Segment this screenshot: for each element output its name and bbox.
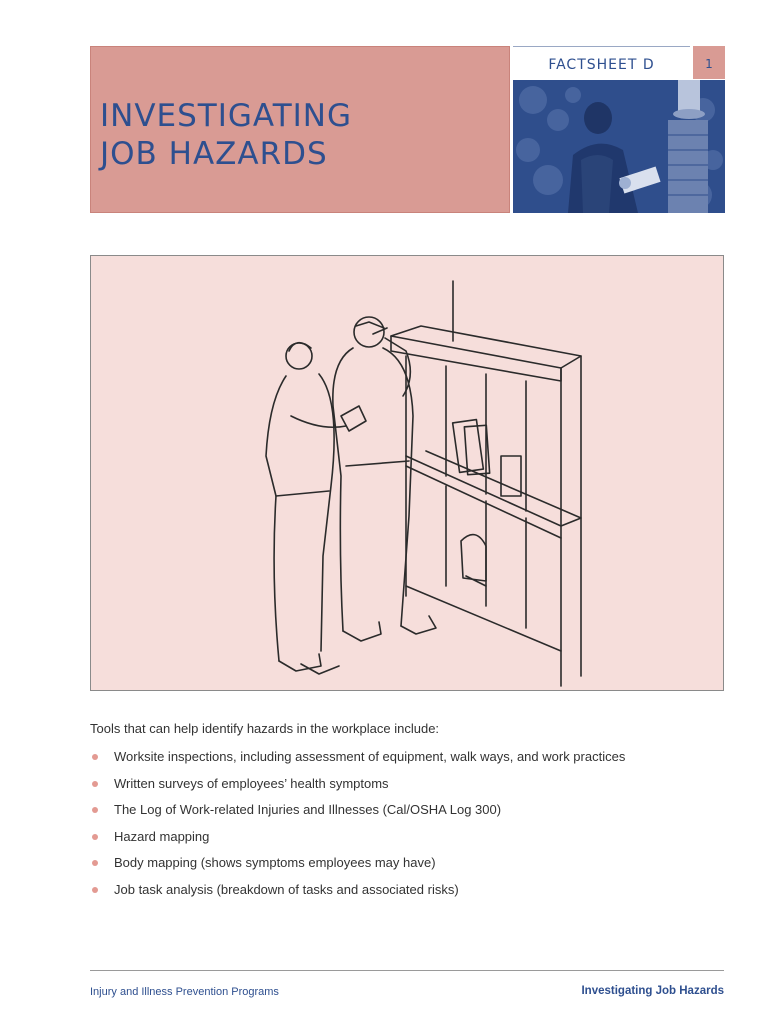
workers-inspecting-shelves-icon — [91, 256, 723, 690]
list-item: Body mapping (shows symptoms employees may have) — [90, 855, 625, 882]
workers-inspecting-illustration — [90, 255, 724, 691]
footer-rule — [90, 970, 724, 971]
list-item: The Log of Work-related Injuries and Illnesses (Cal/OSHA Log 300) — [90, 802, 625, 829]
list-item: Hazard mapping — [90, 829, 625, 856]
footer-program-name: Injury and Illness Prevention Programs — [90, 986, 279, 998]
page-title — [100, 97, 352, 173]
tools-list — [90, 749, 625, 909]
title-banner — [90, 46, 510, 213]
title-line-2: JOB HAZARDS — [100, 136, 328, 172]
list-item: Job task analysis (breakdown of tasks and associated risks) — [90, 882, 625, 909]
inspector-photo-icon — [513, 80, 725, 213]
tools-intro: Tools that can help identify hazards in the workplace include: — [90, 721, 440, 736]
inspector-photo — [513, 80, 725, 213]
list-item: Written surveys of employees’ health symptoms — [90, 776, 625, 803]
factsheet-label: FACTSHEET D — [548, 57, 655, 73]
title-line-1: INVESTIGATING — [100, 98, 352, 134]
list-item: Worksite inspections, including assessment of equipment, walk ways, and work practices — [90, 749, 625, 776]
footer-section-title: Investigating Job Hazards — [581, 985, 724, 997]
page-number: 1 — [693, 46, 725, 79]
factsheet-rule — [513, 46, 690, 47]
